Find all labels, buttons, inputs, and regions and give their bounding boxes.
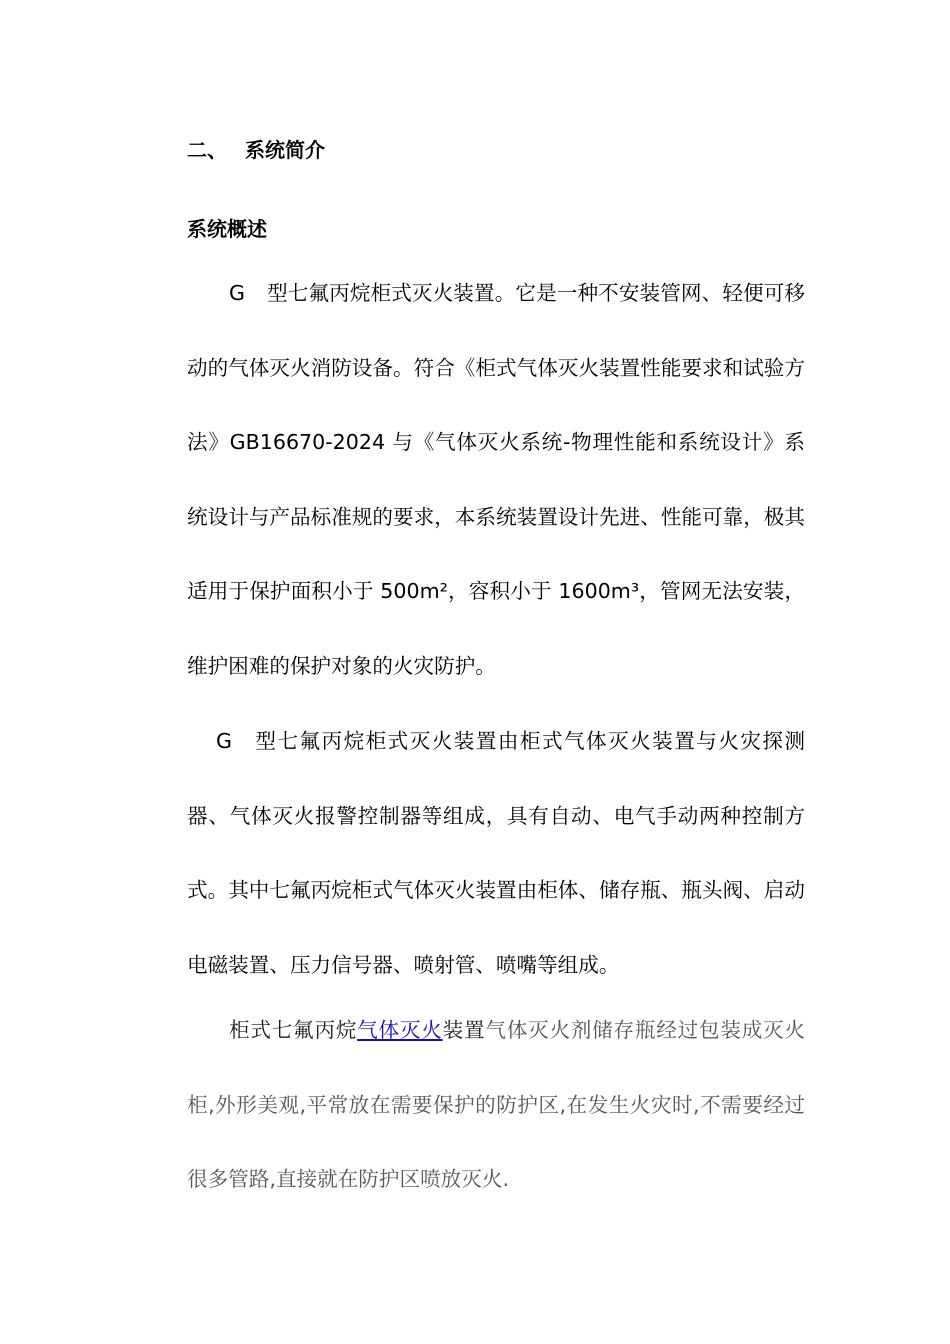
paragraph-cabinet-rest: 气体灭火剂储存瓶经过包装成灭火柜,外形美观,平常放在需要保护的防护区,在发生火灾时,不需要经过很多管路,直接就在防护区喷放灭火.	[187, 1018, 806, 1192]
model-prefix: G	[216, 729, 232, 753]
paragraph-overview	[187, 256, 805, 704]
subsection-heading: 系统概述	[187, 217, 267, 241]
section-title: 系统简介	[245, 138, 325, 162]
paragraph-overview-text: 型七氟丙烷柜式灭火装置。它是一种不安装管网、轻便可移动的气体灭火消防设备。符合《柜式气体灭火装置性能要求和试验方法》GB16670-2024 与《气体灭火系统-物理性能和系统设计》系统设计与产品标准规的要求，本系统装置设计先进、性能可靠，极其适用于保护面积小于 500m²，容积小于 1600m³，管网无法安装，维护困难的保护对象的火灾防护。	[187, 281, 805, 678]
paragraph-composition	[187, 704, 805, 1002]
model-prefix: G	[229, 281, 245, 305]
section-number: 二、	[187, 138, 227, 162]
paragraph-composition-text: 型七氟丙烷柜式灭火装置由柜式气体灭火装置与火灾探测器、气体灭火报警控制器等组成，具有自动、电气手动两种控制方式。其中七氟丙烷柜式气体灭火装置由柜体、储存瓶、瓶头阀、启动电磁装置、压力信号器、喷射管、喷嘴等组成。	[187, 729, 805, 977]
paragraph-cabinet-mid: 装置	[442, 1018, 486, 1042]
gas-extinguishing-link[interactable]: 气体灭火	[357, 1018, 443, 1042]
paragraph-cabinet	[187, 993, 805, 1217]
paragraph-cabinet-lead: 柜式七氟丙烷	[229, 1018, 358, 1042]
section-heading	[187, 136, 325, 164]
